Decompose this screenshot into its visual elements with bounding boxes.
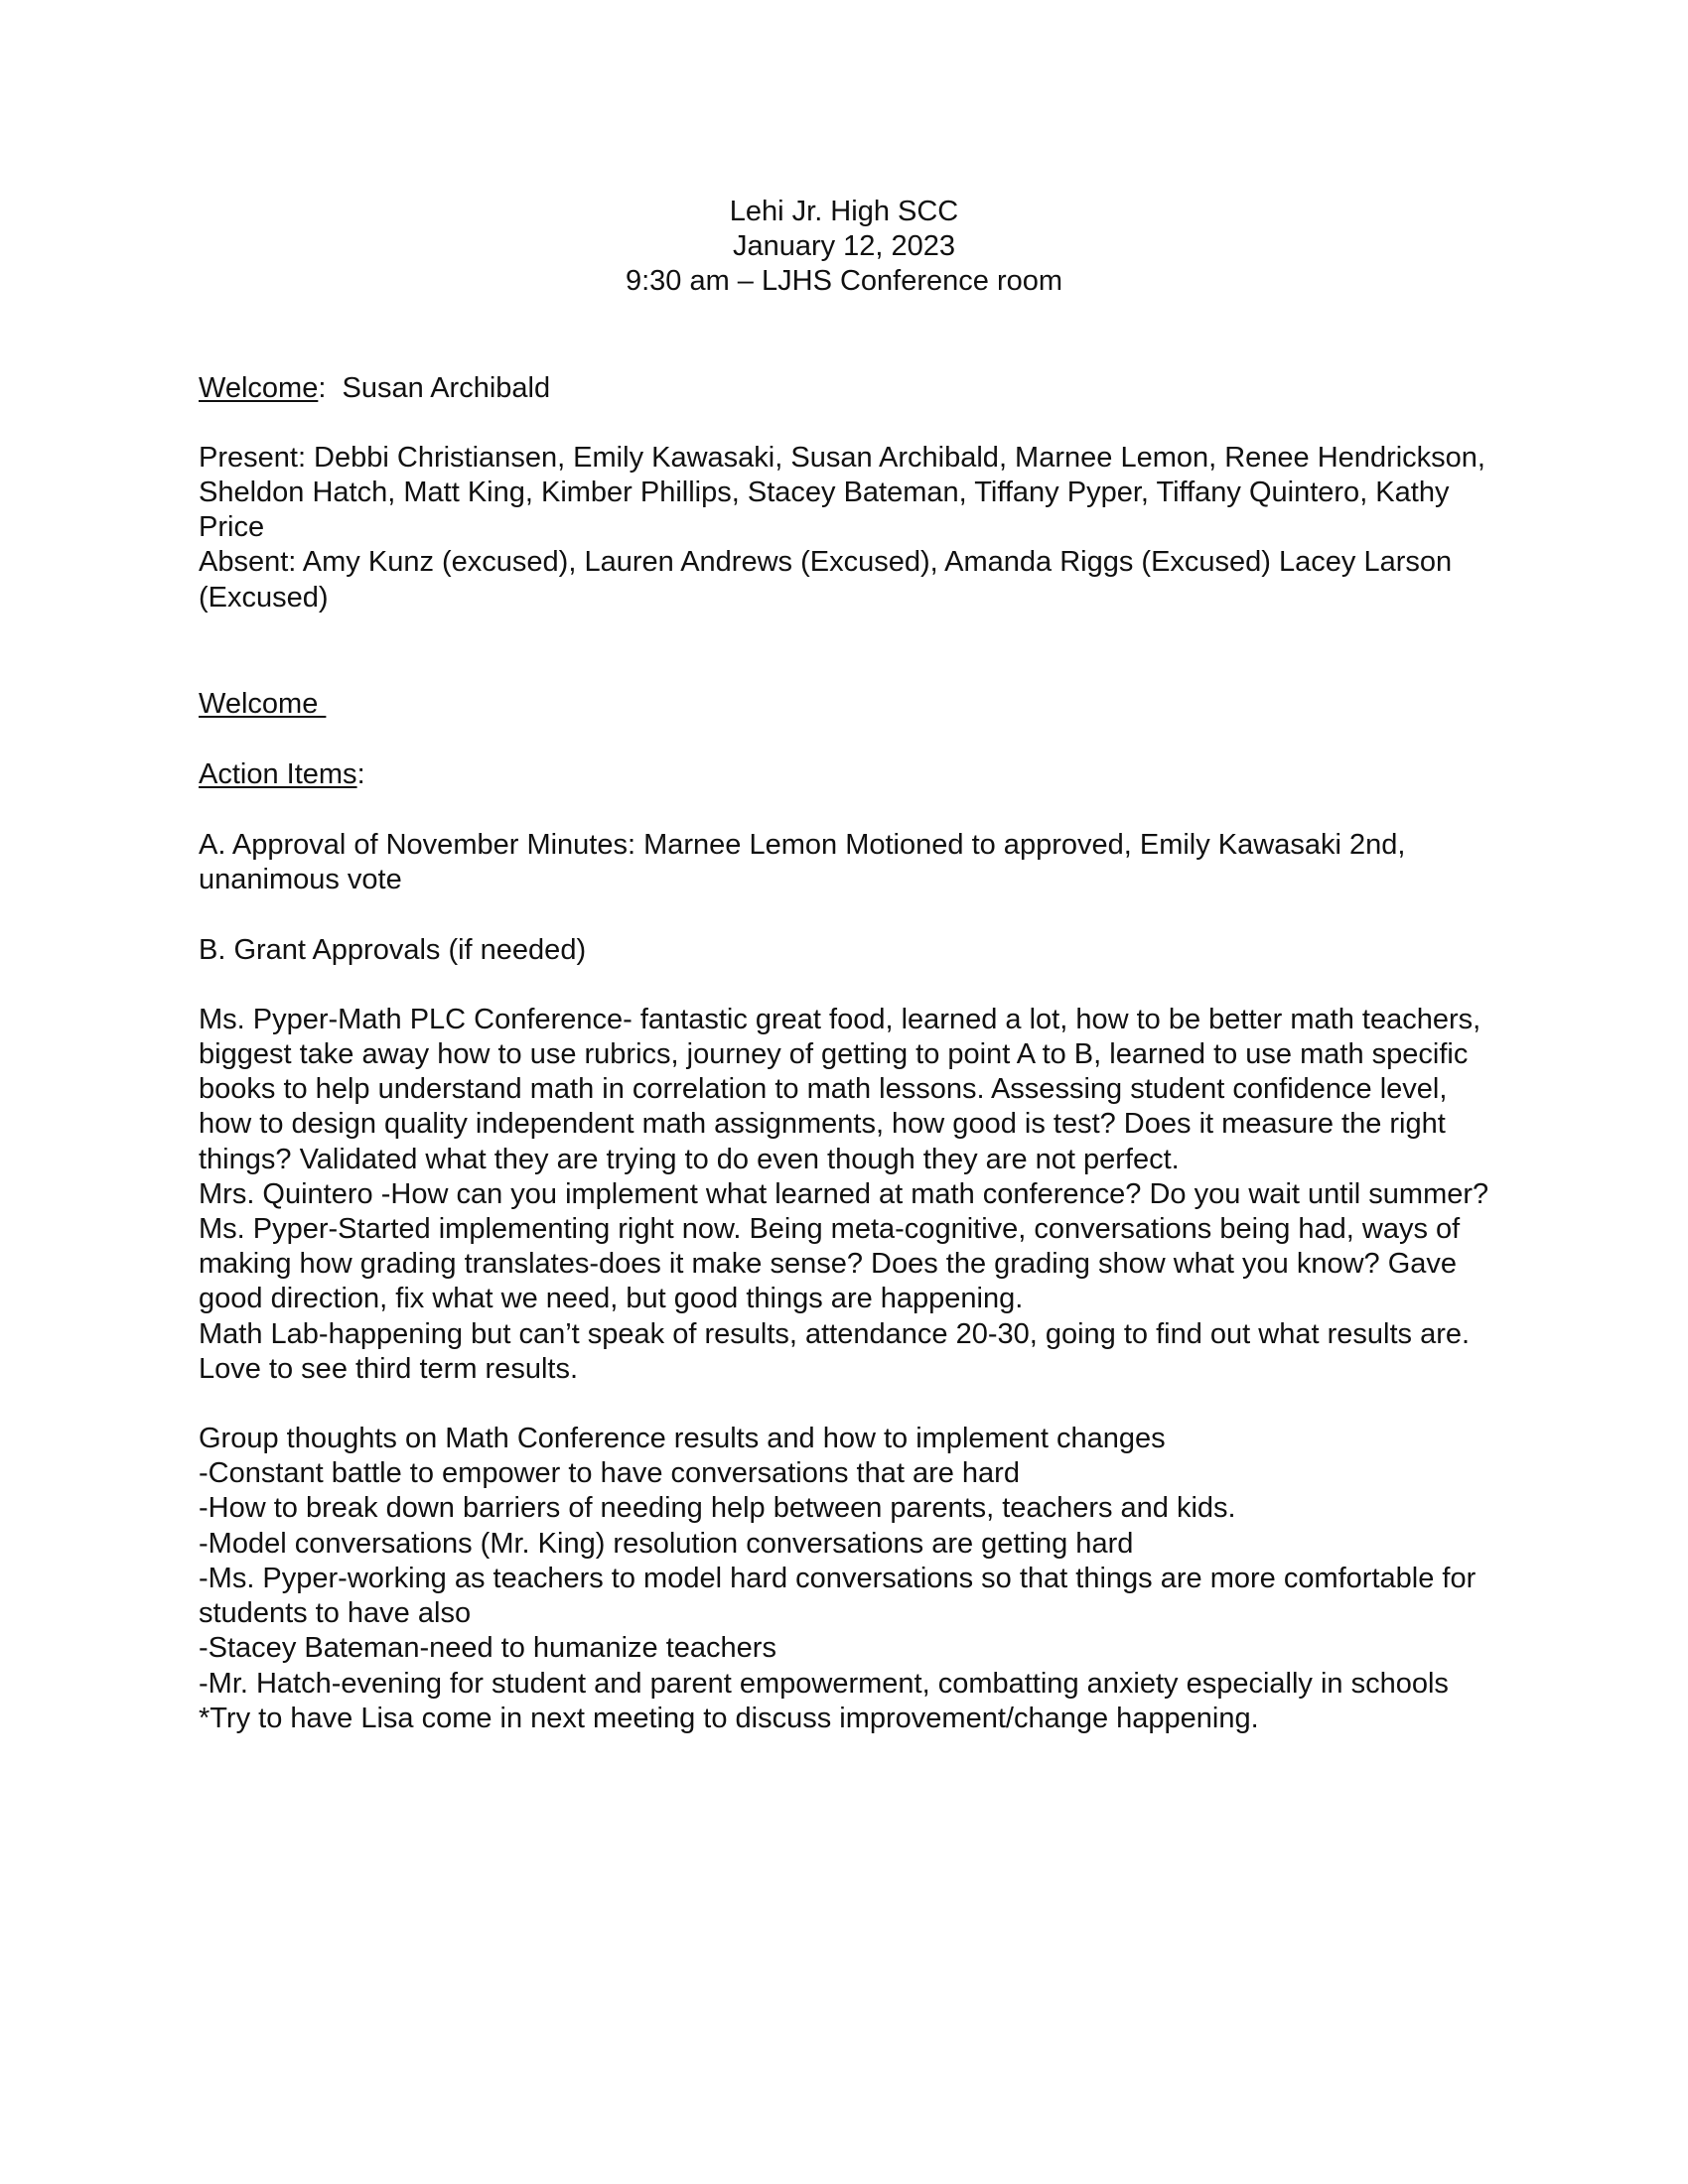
discussion-notes [199,1003,1499,1387]
document-page [199,195,1499,1736]
group-thought-item: -Model conversations (Mr. King) resolution conversations are getting hard [199,1527,1134,1560]
discussion-quintero-question: Mrs. Quintero -How can you implement what learned at math conference? Do you wait until summer? [199,1177,1489,1210]
welcome-heading-text: Welcome [199,687,327,720]
header-date: January 12, 2023 [732,230,956,263]
welcome-separator: : [318,371,343,404]
absent-list: Absent: Amy Kunz (excused), Lauren Andrews (Excused), Amanda Riggs (Excused) Lacey Larson (Excused) [199,546,1453,614]
group-thoughts [199,1422,1499,1736]
group-thought-item: -How to break down barriers of needing help between parents, teachers and kids. [199,1492,1236,1525]
welcome-heading [199,687,1499,722]
group-thought-item: -Stacey Bateman-need to humanize teachers [199,1632,776,1665]
welcome-line [199,371,1499,406]
action-item-b: B. Grant Approvals (if needed) [199,933,587,966]
group-thought-item: -Constant battle to empower to have conversations that are hard [199,1457,1020,1490]
header-time-location: 9:30 am – LJHS Conference room [625,265,1063,298]
group-thought-item: -Mr. Hatch-evening for student and parent empowerment, combatting anxiety especially in schools [199,1667,1449,1700]
discussion-math-lab: Math Lab-happening but can’t speak of results, attendance 20-30, going to find out what results are. Love to see third term results. [199,1317,1471,1385]
action-items-heading [199,757,1499,792]
present-list: Present: Debbi Christiansen, Emily Kawasaki, Susan Archibald, Marnee Lemon, Renee Hendrickson, Sheldon Hatch, Matt King, Kimber Phillips, Stacey Bateman, Tiffany Pyper, Tiffany Quintero, Kathy Price [199,441,1485,544]
group-thoughts-heading: Group thoughts on Math Conference results and how to implement changes [199,1423,1166,1455]
action-item-a: A. Approval of November Minutes: Marnee Lemon Motioned to approved, Emily Kawasaki 2nd, unanimous vote [199,829,1406,896]
group-thought-item: -Ms. Pyper-working as teachers to model hard conversations so that things are more comfortable for students to have also [199,1562,1477,1630]
discussion-pyper-implementing: Ms. Pyper-Started implementing right now. Being meta-cognitive, conversations being had, ways of making how grading translates-does it make sense? Does the grading show what you know? Gave good direction, fix what we need, but good things are happening. [199,1213,1461,1315]
action-items-suffix: : [356,758,365,791]
header-school: Lehi Jr. High SCC [729,196,959,227]
action-items-label: Action Items [199,758,357,791]
welcome-name: Susan Archibald [342,371,551,404]
document-header [0,195,1688,300]
welcome-label: Welcome [199,371,319,404]
group-thought-item: *Try to have Lisa come in next meeting to discuss improvement/change happening. [199,1702,1259,1734]
discussion-pyper-conference: Ms. Pyper-Math PLC Conference- fantastic great food, learned a lot, how to be better math teachers, biggest take away how to use rubrics, journey of getting to point A to B, learned to use math specific books to help understand math in correlation to math lessons. Assessing student confidence level, how to design quality independent math assignments, how good is test? Does it measure the right things? Validated what they are trying to do even though they are not perfect. [199,1003,1481,1175]
